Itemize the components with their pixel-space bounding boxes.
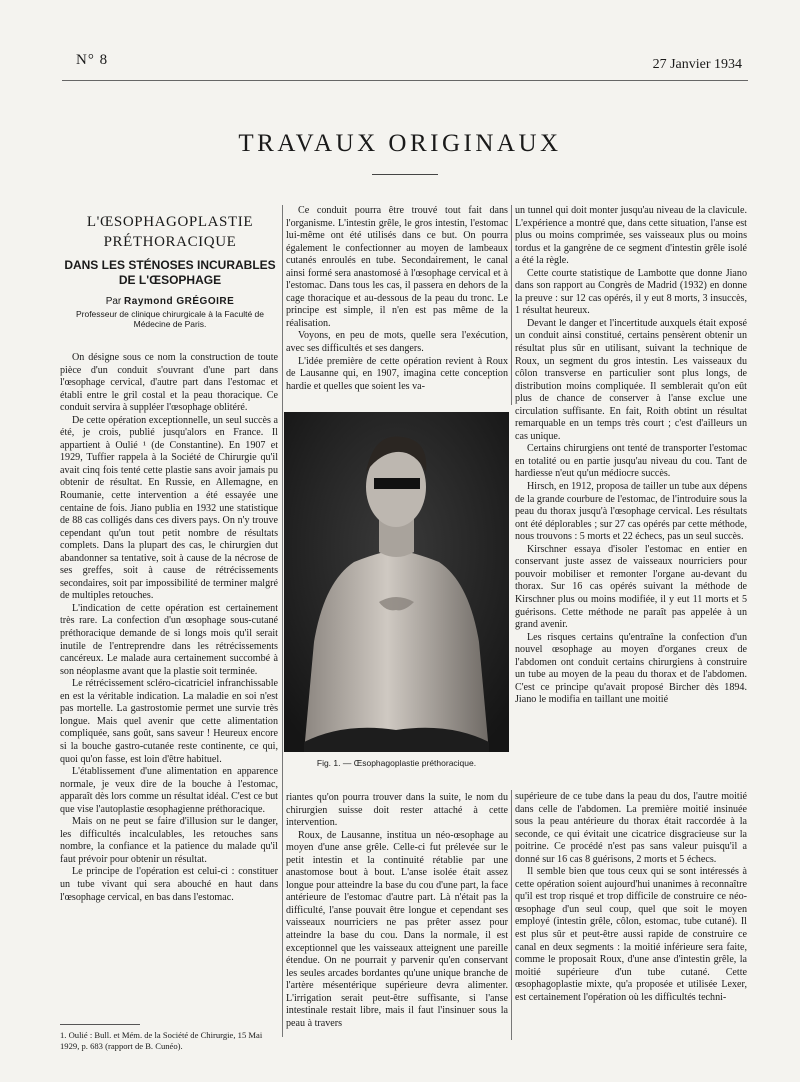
paragraph: L'établissement d'une alimentation en apparence normale, je veux dire de la bouche à l'estomac, apparaît dès lors comme un résultat idéal. C'est ce but que vise l'autoplastie œsophagienne préthoracique. <box>60 766 278 815</box>
paragraph: Devant le danger et l'incertitude auxquels était exposé un conduit ainsi constitué, certains pensèrent obtenir un résultat plus sûr en utilisant, suivant la technique de Roux, un segment du gros intestin. Les vaisseaux du côlon transverse en particulier sont plus longs, de distribution moins compliquée. Il semblerait qu'on eût plus de chance de conserver à l'anse exclue une circulation suffisante. En fait, Roith obtint un résultat remarquable en un temps très court ; c'est d'ailleurs un cas unique. <box>515 317 747 442</box>
paragraph: supérieure de ce tube dans la peau du dos, l'autre moitié dans celle de l'abdomen. La première moitié insinuée sous la peau antérieure du thorax était raccordée à la seconde, ce qui évitait une cicatrice disgracieuse sur la poitrine. Ce procédé n'est pas sans valeur puisqu'il a donné sur 16 cas 8 guérisons, 2 morts et 5 échecs. <box>515 791 747 865</box>
header-rule <box>62 80 748 81</box>
column-2-bottom <box>286 792 508 1030</box>
footnote-rule <box>60 1024 140 1025</box>
article-subtitle: DANS LES STÉNOSES INCURABLES DE L'ŒSOPHAGE <box>64 258 276 287</box>
column-3-top <box>515 205 747 707</box>
footnote: 1. Oulié : Bull. et Mém. de la Société de Chirurgie, 15 Mai 1929, p. 683 (rapport de B. Cunéo). <box>60 1030 263 1051</box>
column-rule-left <box>282 205 283 1037</box>
column-3-bottom <box>515 791 747 1004</box>
author-name: Raymond GRÉGOIRE <box>124 296 235 307</box>
author-affiliation: Professeur de clinique chirurgicale à la Faculté de Médecine de Paris. <box>75 309 265 329</box>
column-rule-right-bottom <box>511 790 512 1040</box>
paragraph: Le rétrécissement scléro-cicatriciel infranchissable en est la véritable indication. La maladie en soi n'est pas mortelle. La gastrostomie permet une survie très longue. Mais quel avenir que cette alimentation compliquée, sans goût, sans saveur ! Heureux encore si la bouche gastro-cutanée reste continente, ce qui, quoi qu'on fasse, est loin d'être habituel. <box>60 678 278 765</box>
paragraph: Roux, de Lausanne, institua un néo-œsophage au moyen d'une anse grêle. Celle-ci fut prélevée sur le petit intestin et la continuité rétablie par une anastomose bout à bout. L'anse isolée était assez longue pour atteindre la base du cou d'une part, la face antérieure de l'estomac d'autre part. Là n'était pas la difficulté, l'anse pouvait être longue et cependant ses vaisseaux nourriciers ne pas prêter assez pour atteindre la base du cou. Dans la normale, il est exceptionnel que les vaisseaux atteignent une pareille étendue. On ne pourrait y parvenir qu'en conservant les seules arcades bordantes qu'une unique branche de l'artère mésentérique supérieure devra alimenter. L'irrigation serait peut-être suffisante, si l'anse intestinale restait libre, mais il faut l'insinuer sous la peau à travers <box>286 829 508 1029</box>
paragraph: Le principe de l'opération est celui-ci : constituer un tube vivant qui sera abouché en haut dans l'œsophage cervical, en bas dans l'estomac. <box>60 866 278 903</box>
patient-photograph <box>284 412 509 752</box>
paragraph: Les risques certains qu'entraîne la confection d'un nouvel œsophage au moyen d'organes creux de l'abdomen ont conduit certains chirurgiens à construire un tube au moyen de la peau du thorax et de l'abdomen. C'est ce principe qu'avait proposé Bircher dès 1894. Jiano le modifia en taillant une moitié <box>515 631 747 706</box>
section-title: TRAVAUX ORIGINAUX <box>238 130 562 157</box>
paragraph: L'idée première de cette opération revient à Roux de Lausanne qui, en 1907, imagina cette conception hardie et quelles que soient les va- <box>286 355 508 392</box>
article-heading <box>60 212 280 329</box>
column-2-top <box>286 205 508 393</box>
paragraph: Il semble bien que tous ceux qui se sont intéressés à cette opération soient aujourd'hui unanimes à reconnaître qu'il est trop risqué et trop difficile de construire ce néo-œsophage d'un seul coup, quel que soit le moyen employé (intestin grêle, côlon, estomac, tube cutané). Il est plus sûr et peut-être aussi rapide de construire ce canal en deux segments : la moitié inférieure sera faite, comme le proposait Roux, d'une anse d'intestin grêle, la moitié supérieure d'un tube cutané. Cette œsophagoplastie mixte, qu'a proposée et utilisée Lexer, est certainement l'opération où les difficultés techni- <box>515 866 747 1003</box>
figure-caption: Fig. 1. — Œsophagoplastie préthoracique. <box>316 758 477 768</box>
paragraph: Hirsch, en 1912, proposa de tailler un tube aux dépens de la grande courbure de l'estomac, de l'introduire sous la peau du thorax jusqu'à l'œsophage cervical. Les résultats ont été déplorables ; sur 27 cas opérés par cette méthode, nous trouvons : 5 morts et 22 échecs, pas un seul succès. <box>515 481 747 543</box>
issue-date: 27 Janvier 1934 <box>652 57 742 72</box>
paragraph: Certains chirurgiens ont tenté de transporter l'estomac en totalité ou en partie jusqu'au niveau du cou. Tant de hardiesse n'eut qu'un médiocre succès. <box>515 443 747 480</box>
paragraph: Ce conduit pourra être trouvé tout fait dans l'organisme. L'intestin grêle, le gros intestin, l'estomac lui-même ont été utilisés dans ce but. On pourra également le confectionner au moyen de lambeaux cutanés enroulés en tube. Secondairement, le canal ainsi formé sera anastomosé à l'œsophage cervical et à l'estomac. Dans tous les cas, il passera en dehors de la cage thoracique et au-dessous de la peau du tronc. Le principe est simple, il n'en est pas même de la réalisation. <box>286 205 508 329</box>
column-1 <box>60 352 278 904</box>
article-title: L'ŒSOPHAGOPLASTIE PRÉTHORACIQUE <box>86 214 254 250</box>
byline <box>60 296 280 307</box>
paragraph: riantes qu'on pourra trouver dans la suite, le nom du chirurgien suisse doit rester attaché à cette intervention. <box>286 792 508 829</box>
paragraph: On désigne sous ce nom la construction de toute pièce d'un conduit s'ouvrant d'une part dans l'œsophage cervical, d'autre part dans l'estomac et établi entre le gril costal et la peau thoracique. Ce conduit servira à suppléer l'œsophage oblitéré. <box>60 352 278 414</box>
paragraph: Voyons, en peu de mots, quelle sera l'exécution, avec ses difficultés et ses dangers. <box>286 330 508 355</box>
photo-illustration <box>284 412 509 752</box>
title-rule <box>372 174 438 175</box>
author-prefix: Par <box>105 296 122 307</box>
paragraph: Kirschner essaya d'isoler l'estomac en entier en conservant juste assez de vaisseaux nourriciers pour pouvoir mobiliser et remonter l'organe au-devant du thorax. Sur 16 cas opérés suivant la méthode de Kirschner plus ou moins modifiée, il y eut 11 morts et 5 guérisons. Cette méthode ne paraît pas appelée à un grand avenir. <box>515 543 747 631</box>
paragraph: De cette opération exceptionnelle, un seul succès a été, je crois, publié jusqu'alors en France. Il appartient à Oulié ¹ (de Constantine). En 1907 et 1929, Tuffier rappela à la Société de Chirurgie qu'il avait cinq fois tenté cette plastie sans avoir jamais pu obtenir de résultat. En Russie, en Allemagne, en Roumanie, cette intervention a été essayée une centaine de fois. Jiano publia en 1932 une statistique de 88 cas colligés dans ces divers pays. On n'y trouve cependant qu'un tout petit nombre de résultats complets. Dans la plupart des cas, le chirurgien dut abandonner sa tentative, soit à cause de la nécrose de ses greffes, soit à cause de rétrécissements secondaires, soit par impossibilité de terminer malgré de multiples retouches. <box>60 414 278 602</box>
paragraph: Mais on ne peut se faire d'illusion sur le danger, les difficultés incalculables, les retouches sans nombre, la confiance et la patience du malade qu'il faut prévoir pour obtenir un résultat. <box>60 816 278 865</box>
paragraph: L'indication de cette opération est certainement très rare. La confection d'un œsophage sous-cutané préthoracique demande de si longs mois qu'il serait inutile de l'entreprendre dans les rétrécissements cancéreux. Le malade aura certainement succombé à son néoplasme avant que la plastie soit terminée. <box>60 602 278 677</box>
paragraph: un tunnel qui doit monter jusqu'au niveau de la clavicule. L'expérience a montré que, dans cette situation, l'anse est plus ou moins comprimée, ses vaisseaux plus ou moins tordus et la gangrène de ce segment d'intestin grêle isolé a été la règle. <box>515 205 747 267</box>
issue-number: N° 8 <box>76 52 109 68</box>
column-rule-right-top <box>511 205 512 405</box>
paragraph: Cette courte statistique de Lambotte que donne Jiano dans son rapport au Congrès de Madrid (1932) en donne la preuve : sur 12 cas opérés, il y eut 8 morts, 3 insuccès, 1 résultat heureux. <box>515 267 747 317</box>
